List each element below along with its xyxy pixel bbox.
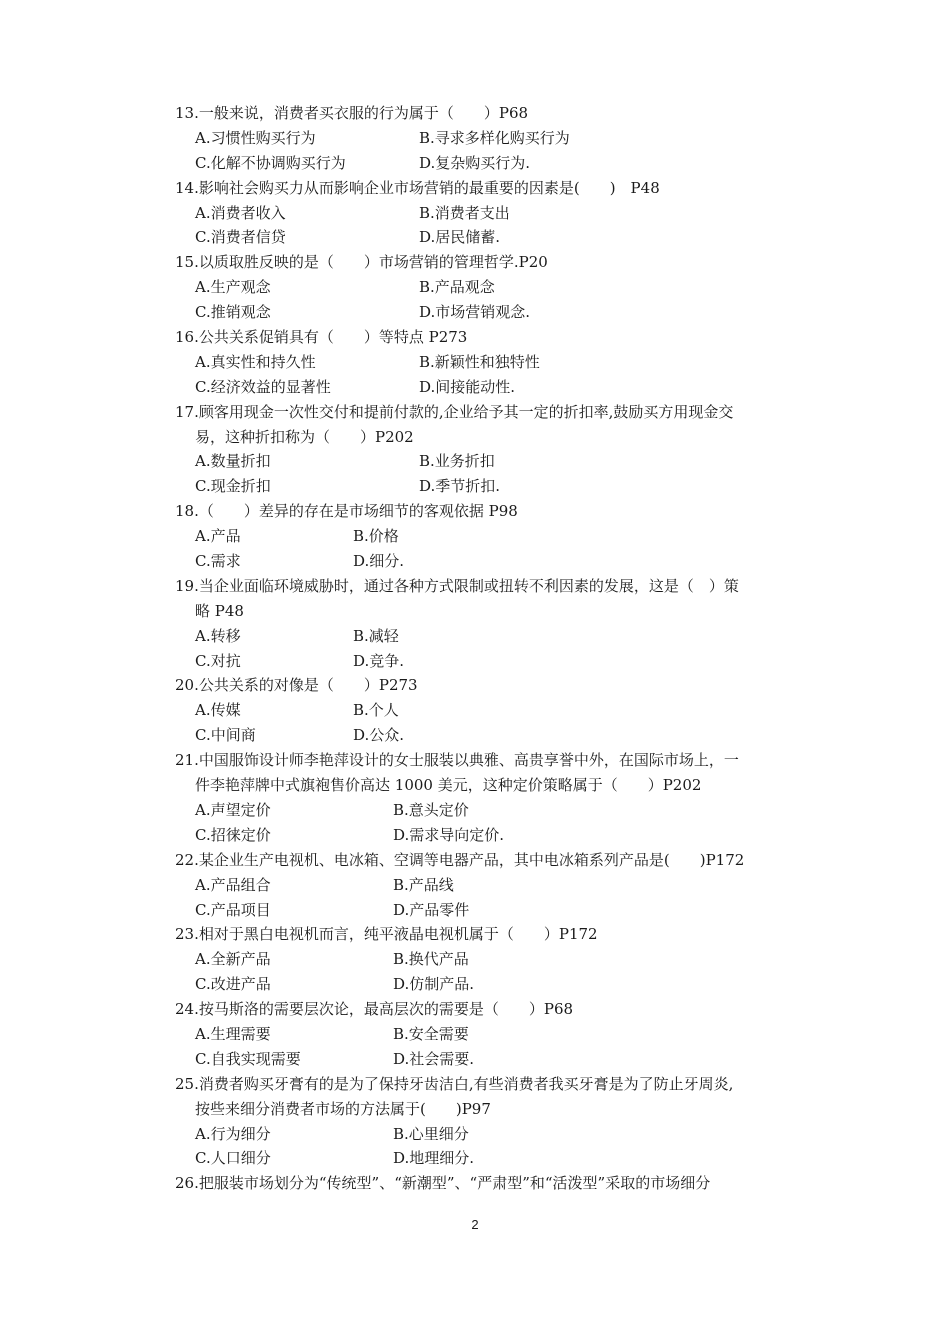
question-13-options-ab [175, 126, 815, 151]
option-c: C.现金折扣 [195, 477, 271, 496]
option-c: C.自我实现需要 [195, 1049, 301, 1068]
question-20-options-ab [175, 698, 815, 723]
option-a: A.习惯性购买行为 [195, 128, 316, 147]
option-a: A.真实性和持久性 [195, 352, 316, 371]
question-14-stem: 14.影响社会购买力从而影响企业市场营销的最重要的因素是( ) P48 [175, 178, 660, 197]
option-c: C.需求 [195, 552, 241, 571]
option-a: A.产品组合 [195, 875, 271, 894]
question-17-stem-cont: 易，这种折扣称为（ ）P202 [195, 427, 414, 446]
question-list [175, 101, 815, 1196]
option-d: D.复杂购买行为. [419, 153, 531, 172]
question-23-stem: 23.相对于黑白电视机而言，纯平液晶电视机属于（ ）P172 [175, 925, 598, 944]
option-a: A.数量折扣 [195, 452, 271, 471]
option-d: D.地理细分. [393, 1149, 475, 1168]
question-19-options-cd [175, 649, 815, 674]
option-a: A.行为细分 [195, 1124, 271, 1143]
question-20-stem: 20.公共关系的对像是（ ）P273 [175, 676, 418, 695]
option-a: A.全新产品 [195, 950, 271, 969]
question-16-stem: 16.公共关系促销具有（ ）等特点 P273 [175, 328, 468, 347]
option-c: C.中间商 [195, 726, 256, 745]
question-18-options-cd [175, 549, 815, 574]
option-b: B.新颖性和独特性 [419, 352, 540, 371]
page-number: 2 [471, 1217, 479, 1232]
option-b: B.减轻 [353, 626, 399, 645]
option-a: A.传媒 [195, 701, 241, 720]
option-d: D.公众. [353, 726, 405, 745]
option-b: B.心里细分 [393, 1124, 469, 1143]
question-13-options-cd [175, 151, 815, 176]
question-23-options-ab [175, 947, 815, 972]
option-c: C.经济效益的显著性 [195, 377, 331, 396]
option-a: A.生理需要 [195, 1024, 271, 1043]
option-d: D.社会需要. [393, 1049, 475, 1068]
question-16-options-cd [175, 375, 815, 400]
question-19-options-ab [175, 624, 815, 649]
option-a: A.产品 [195, 527, 241, 546]
question-25-options-ab [175, 1122, 815, 1147]
question-24-options-ab [175, 1022, 815, 1047]
question-22-options-ab [175, 873, 815, 898]
option-c: C.推销观念 [195, 303, 271, 322]
option-b: B.产品观念 [419, 278, 495, 297]
option-d: D.市场营销观念. [419, 303, 531, 322]
question-25-stem-cont: 按些来细分消费者市场的方法属于( )P97 [195, 1099, 491, 1118]
question-26-stem: 26.把服装市场划分为“传统型”、“新潮型”、“严肃型”和“活泼型”采取的市场细分 [175, 1174, 711, 1193]
question-14-options-cd [175, 225, 815, 250]
question-21-stem-cont: 件李艳萍牌中式旗袍售价高达 1000 美元，这种定价策略属于（ ）P202 [195, 776, 702, 795]
question-24-options-cd [175, 1047, 815, 1072]
option-a: A.生产观念 [195, 278, 271, 297]
option-d: D.细分. [353, 552, 405, 571]
question-21-options-cd [175, 823, 815, 848]
question-17-stem: 17.顾客用现金一次性交付和提前付款的,企业给予其一定的折扣率,鼓励买方用现金交 [175, 402, 734, 421]
question-23-options-cd [175, 972, 815, 997]
option-a: A.消费者收入 [195, 203, 286, 222]
question-13-stem: 13.一般来说，消费者买衣服的行为属于（ ）P68 [175, 104, 529, 122]
question-21-options-ab [175, 798, 815, 823]
option-c: C.人口细分 [195, 1149, 271, 1168]
option-b: B.寻求多样化购买行为 [419, 128, 570, 147]
question-15-stem: 15.以质取胜反映的是（ ）市场营销的管理哲学.P20 [175, 253, 548, 272]
option-d: D.需求导向定价. [393, 825, 505, 844]
question-20-options-cd [175, 723, 815, 748]
option-d: D.居民储蓄. [419, 228, 501, 247]
option-b: B.消费者支出 [419, 203, 510, 222]
question-18-stem: 18.（ ）差异的存在是市场细节的客观依据 P98 [175, 502, 518, 521]
option-a: A.转移 [195, 626, 241, 645]
question-25-stem: 25.消费者购买牙膏有的是为了保持牙齿洁白,有些消费者我买牙膏是为了防止牙周炎, [175, 1074, 734, 1093]
question-19-stem-cont: 略 P48 [195, 601, 244, 620]
option-c: C.化解不协调购买行为 [195, 153, 346, 172]
option-a: A.声望定价 [195, 800, 271, 819]
option-d: D.竞争. [353, 651, 405, 670]
question-16-options-ab [175, 350, 815, 375]
option-b: B.业务折扣 [419, 452, 495, 471]
option-b: B.换代产品 [393, 950, 469, 969]
option-c: C.对抗 [195, 651, 241, 670]
question-22-options-cd [175, 898, 815, 923]
option-d: D.间接能动性. [419, 377, 516, 396]
option-c: C.消费者信贷 [195, 228, 286, 247]
option-b: B.意头定价 [393, 800, 469, 819]
question-15-options-cd [175, 300, 815, 325]
option-d: D.产品零件 [393, 900, 470, 919]
question-15-options-ab [175, 275, 815, 300]
option-b: B.个人 [353, 701, 399, 720]
option-d: D.季节折扣. [419, 477, 501, 496]
question-19-stem: 19.当企业面临环境威胁时，通过各种方式限制或扭转不利因素的发展，这是（ ）策 [175, 576, 739, 595]
option-b: B.产品线 [393, 875, 454, 894]
option-c: C.招徕定价 [195, 825, 271, 844]
option-d: D.仿制产品. [393, 975, 475, 994]
question-17-options-cd [175, 474, 815, 499]
question-25-options-cd [175, 1146, 815, 1171]
option-c: C.改进产品 [195, 975, 271, 994]
question-17-options-ab [175, 449, 815, 474]
option-b: B.价格 [353, 527, 399, 546]
question-22-stem: 22.某企业生产电视机、电冰箱、空调等电器产品，其中电冰箱系列产品是( )P172 [175, 850, 745, 869]
option-c: C.产品项目 [195, 900, 271, 919]
question-21-stem: 21.中国服饰设计师李艳萍设计的女士服装以典雅、高贵享誉中外，在国际市场上，一 [175, 751, 739, 770]
option-b: B.安全需要 [393, 1024, 469, 1043]
question-24-stem: 24.按马斯洛的需要层次论，最高层次的需要是（ ）P68 [175, 1000, 574, 1019]
question-14-options-ab [175, 201, 815, 226]
question-18-options-ab [175, 524, 815, 549]
